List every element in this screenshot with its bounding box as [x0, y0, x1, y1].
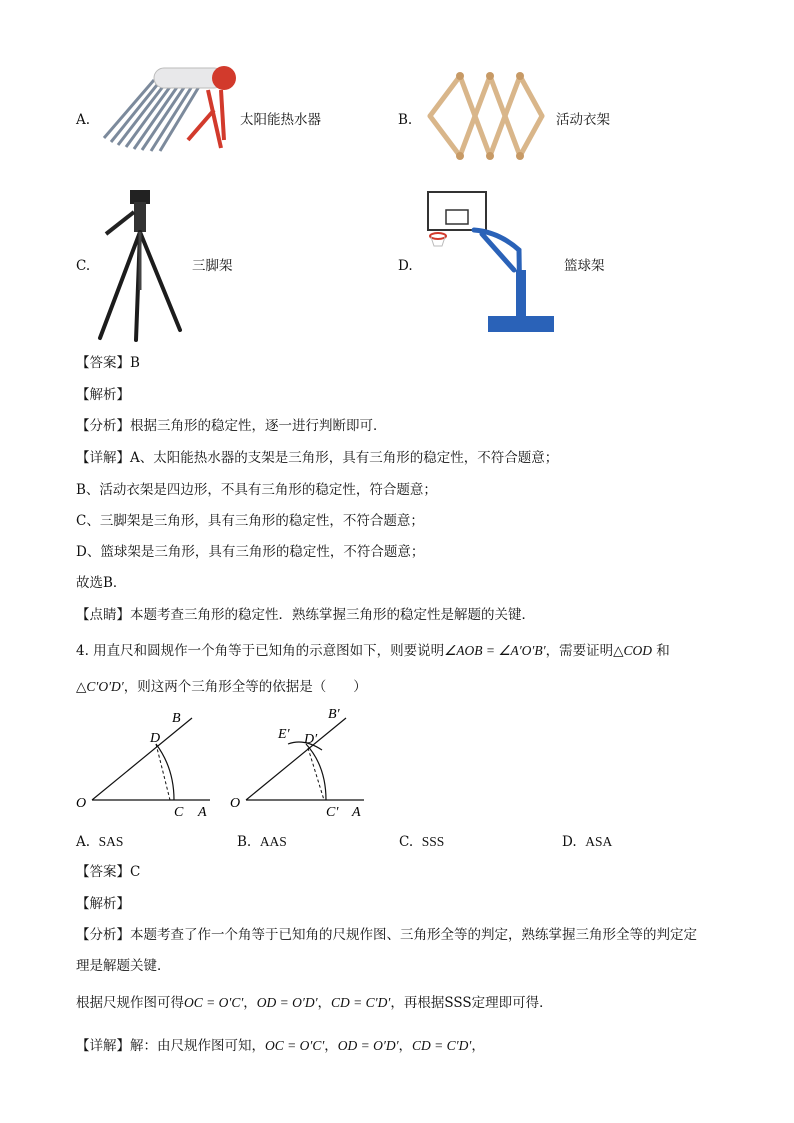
- option-letter: A.: [76, 112, 91, 128]
- ray-ob: [92, 718, 192, 800]
- arc: [306, 744, 326, 800]
- label-o: O: [76, 796, 87, 811]
- q3-answer-line: [76, 353, 140, 373]
- option-letter: C.: [399, 834, 414, 850]
- label-a: A: [198, 805, 207, 820]
- label-b: B: [172, 711, 181, 726]
- option-letter: C.: [76, 258, 91, 274]
- stem-math-triangle: C′O′D′: [86, 679, 124, 694]
- q4-option-c: [399, 832, 444, 852]
- option-name: 三脚架: [192, 258, 233, 274]
- q4-analysis-tag: 【解析】: [76, 896, 130, 912]
- label-o: O: [230, 796, 241, 811]
- basis-text: 根据尺规作图可得: [76, 995, 184, 1011]
- q4-detail-line: [76, 1036, 485, 1056]
- q4-option-d: [562, 832, 612, 852]
- detail-sep: ，: [398, 1038, 413, 1054]
- option-name: 篮球架: [564, 258, 605, 274]
- basis-text: ，再根据SSS定理即可得．: [390, 995, 553, 1011]
- tripod-image: [94, 190, 186, 342]
- label-a: A: [352, 805, 361, 820]
- detail-tag: 【详解】: [76, 1038, 130, 1054]
- basketball-stand-image: [424, 190, 560, 340]
- q3-comment-line: [76, 605, 535, 625]
- q4-fenxi-line-1: [76, 925, 697, 945]
- q4-figure-original-angle: [70, 700, 220, 825]
- option-letter: D.: [562, 834, 577, 850]
- dashed-segment-cd: [308, 748, 324, 800]
- basis-sep: ，: [243, 995, 257, 1011]
- detail-tag: 【详解】: [76, 450, 130, 466]
- option-name: 太阳能热水器: [240, 112, 321, 128]
- answer-value: B: [130, 355, 140, 371]
- stem-text: △: [76, 679, 87, 695]
- detail-math: OC = O′C′: [265, 1038, 325, 1053]
- q3-conclusion: 故选B．: [76, 575, 127, 591]
- option-name: 活动衣架: [556, 112, 610, 128]
- q4-basis-line: [76, 993, 553, 1013]
- option-letter: D.: [398, 258, 413, 274]
- comment-text: 本题考查三角形的稳定性．熟练掌握三角形的稳定性是解题的关键．: [130, 607, 535, 623]
- ray-ob: [246, 718, 346, 800]
- fenxi-text: 本题考查了作一个角等于已知角的尺规作图、三角形全等的判定，熟练掌握三角形全等的判定定: [130, 927, 697, 943]
- label-c: C: [174, 805, 184, 820]
- basis-math: CD = C′D′: [331, 995, 391, 1010]
- q4-fenxi-line-2: 理是解题关键．: [76, 958, 171, 974]
- label-c: C′: [326, 805, 339, 820]
- detail-text: 解：由尺规作图可知，: [130, 1038, 265, 1054]
- q3-fenxi-line: [76, 416, 387, 436]
- q3-detail-line-d: D、篮球架是三角形，具有三角形的稳定性，不符合题意；: [76, 544, 425, 560]
- detail-text: A、太阳能热水器的支架是三角形，具有三角形的稳定性，不符合题意；: [130, 450, 559, 466]
- dashed-segment-cd: [156, 744, 170, 800]
- fenxi-tag: 【分析】: [76, 927, 130, 943]
- stem-text: 4. 用直尺和圆规作一个角等于已知角的示意图如下，则要说明: [76, 643, 445, 659]
- solar-water-heater-image: [96, 60, 238, 155]
- q4-option-b: [237, 832, 287, 852]
- stem-text: 和: [652, 643, 670, 659]
- basis-math: OD = O′D′: [256, 995, 318, 1010]
- basis-sep: ，: [317, 995, 332, 1011]
- q3-detail-line-b: B、活动衣架是四边形，不具有三角形的稳定性，符合题意；: [76, 482, 437, 498]
- label-e: E′: [278, 727, 290, 742]
- fenxi-tag: 【分析】: [76, 418, 130, 434]
- basis-math: OC = O′C′: [184, 995, 244, 1010]
- q4-option-a: [76, 832, 123, 852]
- option-value: SAS: [98, 834, 124, 849]
- q4-stem-line-2: [76, 677, 367, 697]
- option-letter: B.: [237, 834, 252, 850]
- detail-math: CD = C′D′: [412, 1038, 472, 1053]
- answer-tag: 【答案】: [76, 864, 130, 880]
- label-b: B′: [328, 707, 340, 722]
- arc: [156, 744, 174, 800]
- detail-math: OD = O′D′: [337, 1038, 399, 1053]
- q3-analysis-tag: 【解析】: [76, 387, 130, 403]
- label-d: D: [150, 731, 161, 746]
- fenxi-text: 根据三角形的稳定性，逐一进行判断即可．: [130, 418, 387, 434]
- stem-math-triangle: COD: [623, 643, 652, 658]
- option-letter: B.: [398, 112, 413, 128]
- folding-hanger-image: [424, 70, 548, 162]
- stem-text: ，则这两个三角形全等的依据是（ ）: [123, 679, 367, 695]
- answer-value: C: [130, 864, 141, 880]
- option-value: ASA: [585, 834, 613, 849]
- q3-detail-line-c: C、三脚架是三角形，具有三角形的稳定性，不符合题意；: [76, 513, 424, 529]
- comment-tag: 【点睛】: [76, 607, 130, 623]
- q4-figure-constructed-angle: [226, 700, 376, 825]
- stem-text: ，需要证明△: [545, 643, 624, 659]
- option-value: SSS: [421, 834, 445, 849]
- label-d: D′: [304, 732, 318, 747]
- q3-detail-line-a: [76, 448, 558, 468]
- detail-sep: ，: [324, 1038, 338, 1054]
- option-letter: A.: [76, 834, 91, 850]
- answer-tag: 【答案】: [76, 355, 130, 371]
- q4-stem-line-1: [76, 641, 670, 661]
- q4-answer-line: [76, 862, 140, 882]
- detail-sep: ，: [471, 1038, 485, 1054]
- option-value: AAS: [259, 834, 287, 849]
- stem-math-angle: ∠AOB = ∠A′O′B′: [444, 643, 546, 658]
